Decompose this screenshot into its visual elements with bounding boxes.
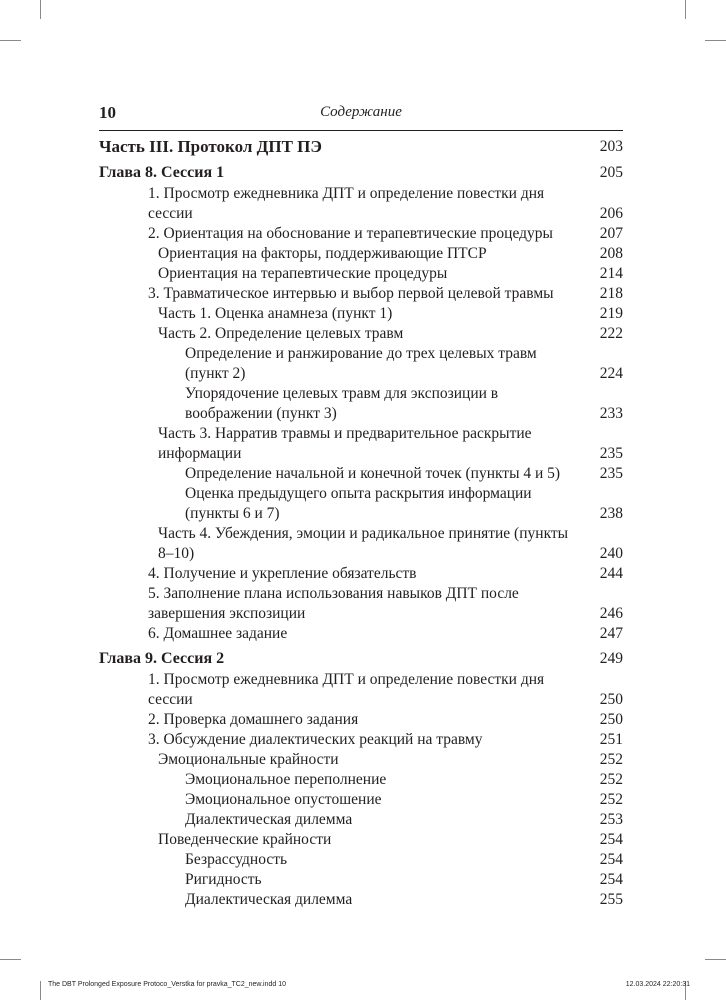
toc-entry-page: 205	[599, 164, 623, 181]
toc-entry-page: 254	[599, 851, 623, 868]
toc-entry-title: Часть 3. Нарратив травмы и предварительное раскрытие информации	[158, 425, 532, 462]
toc-entry-page: 252	[599, 751, 623, 768]
toc-entry-title: Часть 1. Оценка анамнеза (пункт 1)	[158, 305, 393, 322]
toc-entry-title: 1. Просмотр ежедневника ДПТ и определение повестки дня сессии	[148, 671, 545, 708]
running-title: Содержание	[320, 104, 402, 120]
toc-entry-title: Часть 4. Убеждения, эмоции и радикальное принятие (пункты 8–10)	[158, 525, 569, 562]
toc-entry-title: Эмоциональное переполнение	[185, 771, 387, 788]
footer-date-slug: 12.03.2024 22:20:31	[625, 981, 690, 988]
toc-entry	[148, 224, 623, 244]
toc-entry-title: 3. Травматическое интервью и выбор первой целевой травмы	[148, 285, 554, 302]
toc-entry-page: 214	[599, 265, 623, 282]
footer-file-slug: The DBT Prolonged Exposure Protoco_Verstka for pravka_TC2_new.indd 10	[48, 981, 287, 988]
toc-entry-title: 1. Просмотр ежедневника ДПТ и определение повестки дня сессии	[148, 185, 545, 222]
crop-mark-left-top	[0, 40, 21, 41]
toc-entry	[185, 850, 623, 870]
toc-entry	[158, 304, 623, 324]
page-number: 10	[99, 103, 116, 122]
toc-entry-page: 254	[599, 871, 623, 888]
toc-entry	[185, 810, 623, 830]
crop-mark-right-top	[705, 40, 726, 41]
toc-entry-title: Эмоциональные крайности	[158, 751, 339, 768]
toc-entry-page: 235	[599, 445, 623, 462]
toc-part-entry	[99, 136, 623, 158]
toc-entry-page: 246	[599, 605, 623, 622]
toc-entry-page: 207	[599, 225, 623, 242]
toc-entry-page: 252	[599, 771, 623, 788]
toc-entry	[185, 870, 623, 890]
toc-entry-title: 4. Получение и укрепление обязательств	[148, 565, 417, 582]
toc-entry-title: Часть 2. Определение целевых травм	[158, 325, 404, 342]
toc-entry	[148, 184, 623, 224]
toc-entry	[185, 484, 623, 524]
toc-entry-page: 208	[599, 245, 623, 262]
toc-entry	[148, 284, 623, 304]
toc-entry-title: Диалектическая дилемма	[185, 811, 353, 828]
toc-entry-title: 2. Проверка домашнего задания	[148, 711, 359, 728]
running-header	[99, 103, 623, 127]
toc-entry-page: 249	[599, 650, 623, 667]
toc-entry-page: 240	[599, 545, 623, 562]
toc-entry-page: 250	[599, 691, 623, 708]
toc-entry	[148, 564, 623, 584]
toc-entry-title: Часть III. Протокол ДПТ ПЭ	[99, 137, 322, 156]
toc-entry	[158, 524, 623, 564]
toc-entry-title: Определение и ранжирование до трех целевых травм (пункт 2)	[185, 345, 537, 382]
toc-entry	[148, 624, 623, 644]
toc-entry-title: Глава 9. Сессия 2	[99, 650, 225, 667]
toc-chapter-entry	[99, 162, 623, 184]
toc-entry-title: Ригидность	[185, 871, 262, 888]
toc-entry	[158, 264, 623, 284]
table-of-contents	[99, 136, 623, 910]
toc-entry-page: 250	[599, 711, 623, 728]
toc-entry-page: 253	[599, 811, 623, 828]
toc-entry	[185, 790, 623, 810]
toc-entry	[185, 464, 623, 484]
toc-entry-title: Эмоциональное опустошение	[185, 791, 382, 808]
toc-entry-page: 219	[599, 305, 623, 322]
toc-entry-page: 252	[599, 791, 623, 808]
toc-entry-title: Глава 8. Сессия 1	[99, 164, 225, 181]
toc-entry	[148, 730, 623, 750]
toc-entry-page: 247	[599, 625, 623, 642]
toc-entry-page: 222	[599, 325, 623, 342]
toc-entry-page: 238	[599, 505, 623, 522]
toc-entry-page: 251	[599, 731, 623, 748]
toc-entry-title: Определение начальной и конечной точек (пункты 4 и 5)	[185, 465, 561, 482]
toc-entry-page: 224	[599, 365, 623, 382]
crop-mark-top-left	[40, 0, 41, 19]
toc-entry-title: 3. Обсуждение диалектических реакций на травму	[148, 731, 483, 748]
toc-entry	[148, 710, 623, 730]
toc-entry-page: 254	[599, 831, 623, 848]
toc-entry-page: 203	[599, 138, 623, 155]
toc-entry-page: 255	[599, 891, 623, 908]
crop-mark-bottom-left	[40, 981, 41, 1000]
toc-entry-page: 218	[599, 285, 623, 302]
toc-entry-page: 233	[599, 405, 623, 422]
toc-entry	[148, 670, 623, 710]
toc-entry	[158, 424, 623, 464]
crop-mark-right-bottom	[705, 959, 726, 960]
toc-entry-title: 2. Ориентация на обоснование и терапевтические процедуры	[148, 225, 553, 242]
toc-entry-title: 5. Заполнение плана использования навыков ДПТ после завершения экспозиции	[148, 585, 519, 622]
toc-entry	[185, 770, 623, 790]
toc-entry-title: Диалектическая дилемма	[185, 891, 353, 908]
toc-entry-page: 235	[599, 465, 623, 482]
toc-entry-title: Ориентация на терапевтические процедуры	[158, 265, 448, 282]
toc-entry	[158, 750, 623, 770]
toc-entry-title: Безрассудность	[185, 851, 288, 868]
toc-entry	[185, 344, 623, 384]
toc-entry-title: Ориентация на факторы, поддерживающие ПТСР	[158, 245, 487, 262]
toc-entry-page: 206	[599, 205, 623, 222]
toc-entry	[148, 584, 623, 624]
crop-mark-top-right	[685, 0, 686, 19]
toc-entry	[158, 324, 623, 344]
toc-chapter-entry	[99, 648, 623, 670]
crop-mark-left-bottom	[0, 959, 21, 960]
toc-entry-title: Поведенческие крайности	[158, 831, 332, 848]
toc-entry	[185, 384, 623, 424]
toc-entry-page: 244	[599, 565, 623, 582]
toc-entry	[185, 890, 623, 910]
toc-entry-title: Упорядочение целевых травм для экспозиции в воображении (пункт 3)	[185, 385, 499, 422]
toc-entry-title: 6. Домашнее задание	[148, 625, 288, 642]
toc-entry	[158, 830, 623, 850]
toc-entry	[158, 244, 623, 264]
header-rule	[99, 130, 623, 131]
toc-entry-title: Оценка предыдущего опыта раскрытия информации (пункты 6 и 7)	[185, 485, 532, 522]
